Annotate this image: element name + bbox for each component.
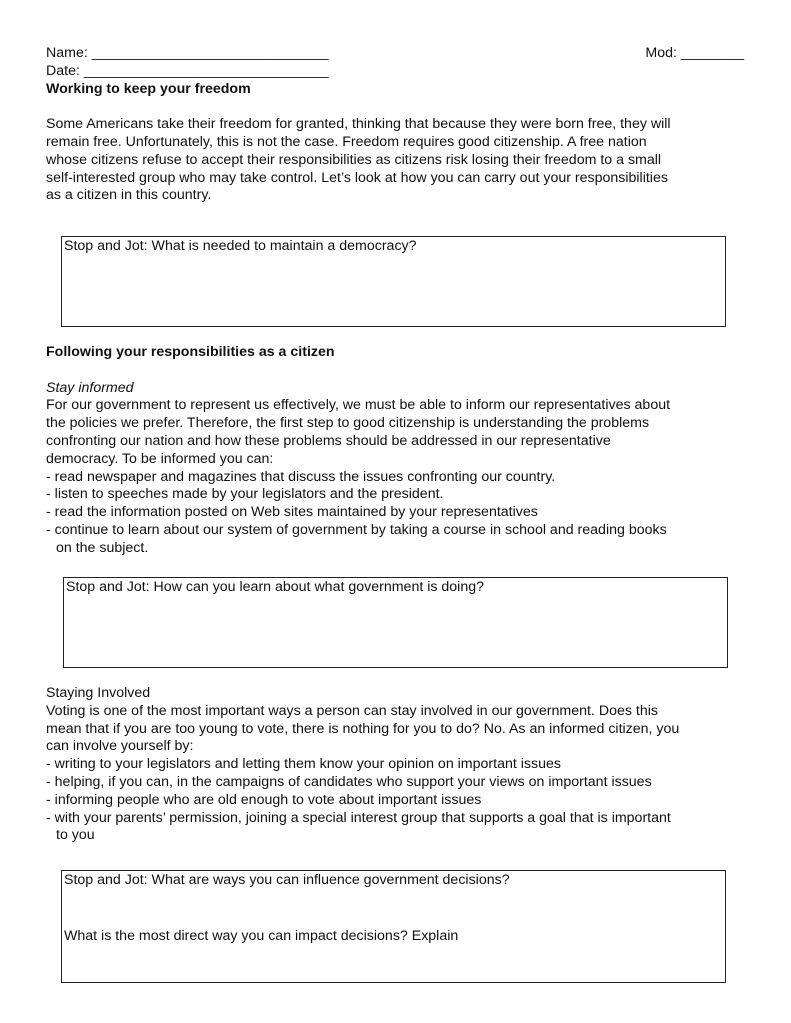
intro-line: remain free. Unfortunately, this is not the case. Freedom requires good citizenship. A free nation: [46, 133, 647, 150]
body-line: For our government to represent us effectively, we must be able to inform our representatives about: [46, 397, 671, 414]
name-row: [46, 45, 746, 63]
intro-line: Some Americans take their freedom for granted, thinking that because they were born free, they will: [46, 116, 671, 133]
page-title: Working to keep your freedom: [46, 80, 251, 97]
stop-and-jot-prompt: Stop and Jot: What is needed to maintain a democracy?: [64, 238, 417, 254]
intro-line: whose citizens refuse to accept their responsibilities as citizens risk losing their freedom to a small: [46, 151, 662, 168]
stop-and-jot-box-2[interactable]: [63, 577, 728, 668]
body-line: the policies we prefer. Therefore, the first step to good citizenship is understanding the problems: [46, 415, 650, 432]
date-field[interactable]: Date: _______________________________: [46, 62, 329, 79]
stop-and-jot-prompt: Stop and Jot: What are ways you can influence government decisions?: [64, 872, 510, 888]
intro-line: as a citizen in this country.: [46, 187, 212, 204]
list-item: - continue to learn about our system of government by taking a course in school and reading books: [46, 521, 667, 538]
list-item-continued: on the subject.: [56, 539, 149, 556]
list-item: - helping, if you can, in the campaigns of candidates who support your views on important issues: [46, 773, 652, 790]
list-item: - read newspaper and magazines that discuss the issues confronting our country.: [46, 468, 556, 485]
list-item-continued: to you: [56, 827, 95, 844]
body-line: Voting is one of the most important ways a person can stay involved in our government. Does this: [46, 702, 658, 719]
staying-involved-section: [46, 685, 746, 845]
body-line: mean that if you are too young to vote, there is nothing for you to do? No. As an informed citizen, you: [46, 720, 680, 737]
list-item: - listen to speeches made by your legislators and the president.: [46, 486, 444, 503]
mod-field[interactable]: Mod: ________: [645, 45, 744, 61]
list-item: - informing people who are old enough to vote about important issues: [46, 791, 482, 808]
stay-informed-heading: Stay informed: [46, 379, 134, 396]
list-item: - read the information posted on Web sites maintained by your representatives: [46, 504, 538, 521]
worksheet: [46, 45, 746, 205]
body-line: democracy. To be informed you can:: [46, 450, 274, 467]
name-field[interactable]: Name: ______________________________: [46, 45, 329, 61]
body-line: can involve yourself by:: [46, 738, 194, 755]
list-item: - writing to your legislators and letting them know your opinion on important issues: [46, 756, 561, 773]
stop-and-jot-box-3[interactable]: [61, 870, 726, 983]
intro-line: self-interested group who may take control. Let’s look at how you can carry out your responsibilities: [46, 169, 668, 186]
stop-and-jot-box-1[interactable]: [61, 236, 726, 327]
body-line: confronting our nation and how these problems should be addressed in our representative: [46, 432, 611, 449]
stop-and-jot-prompt-2: What is the most direct way you can impact decisions? Explain: [64, 927, 459, 944]
staying-involved-heading: Staying Involved: [46, 685, 151, 701]
intro-paragraph: [46, 116, 746, 205]
stop-and-jot-prompt: Stop and Jot: How can you learn about what government is doing?: [66, 579, 485, 595]
list-item: - with your parents’ permission, joining a special interest group that supports a goal that is important: [46, 809, 671, 826]
section-title: Following your responsibilities as a citizen: [46, 344, 335, 360]
responsibilities-section: [46, 344, 746, 558]
